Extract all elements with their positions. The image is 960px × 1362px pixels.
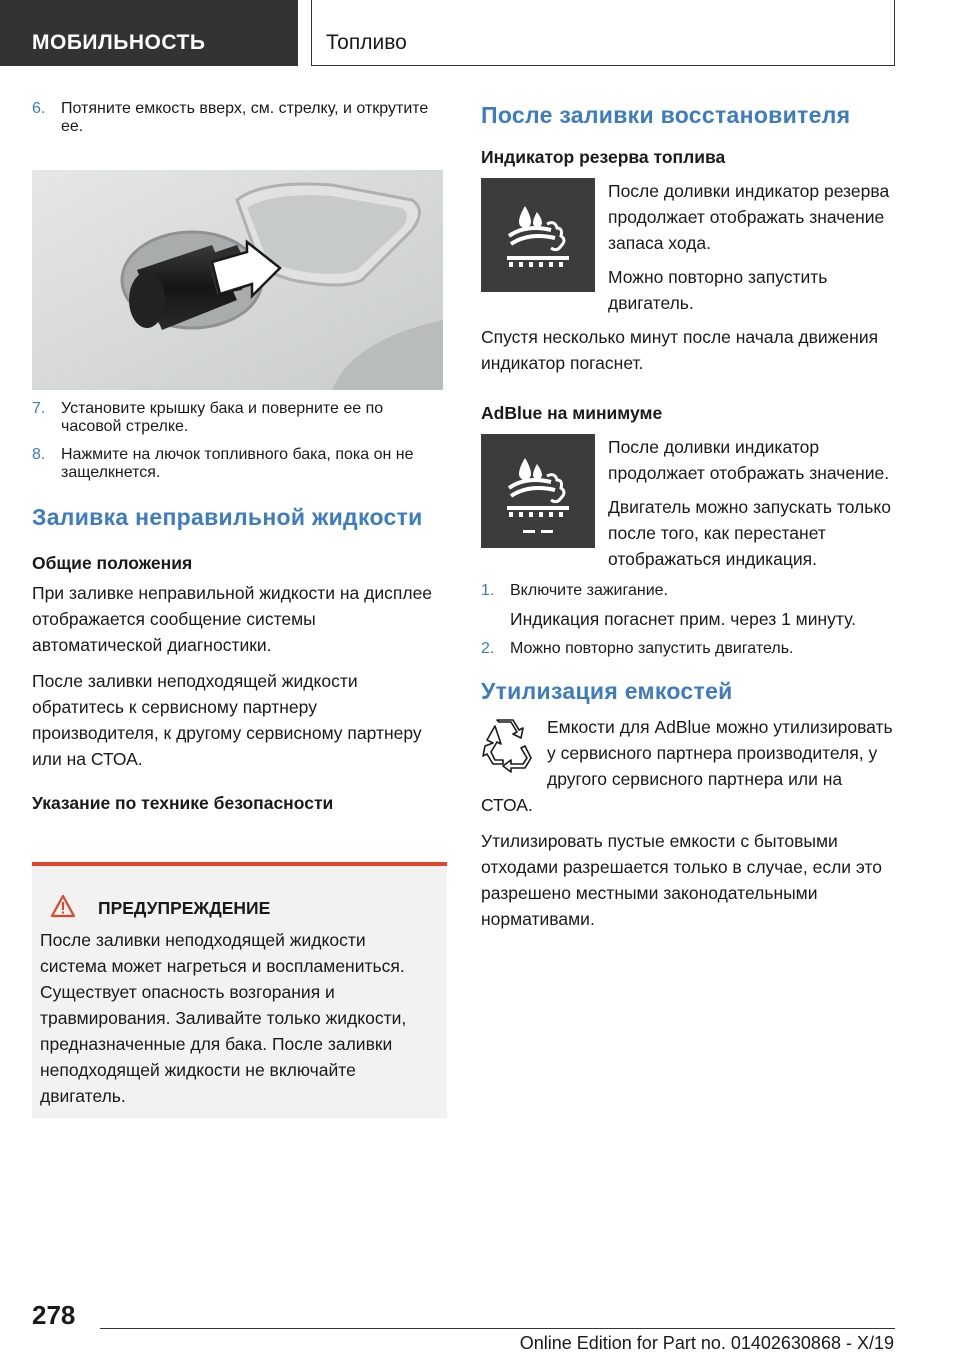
footer-divider — [100, 1328, 895, 1329]
step-1 — [481, 582, 896, 600]
step-number: 6. — [32, 100, 46, 117]
adblue-level-icon — [481, 178, 595, 292]
recycle-icon — [481, 716, 533, 776]
heading-wrong-fluid: Заливка неправильной жидкости — [32, 504, 423, 530]
step-text: Включите зажигание. — [510, 582, 668, 599]
paragraph-general-1: При заливке неправильной жидкости на дисплее отображается сообщение системы автоматической диагностики. — [32, 583, 433, 655]
right-column — [481, 100, 896, 932]
warning-title: ПРЕДУПРЕЖДЕНИЕ — [98, 898, 271, 918]
paragraph-general-2: После заливки неподходящей жидкости обратитесь к сервисному партнеру производителя, к другому сервисному партнеру или на СТОА. — [32, 671, 422, 769]
step-text: Потяните емкость вверх, см. стрелку, и открутите ее. — [61, 100, 429, 135]
page-number: 278 — [32, 1300, 76, 1330]
step-7 — [32, 400, 448, 436]
step-number: 8. — [32, 446, 46, 463]
disposal-paragraph-2: Утилизировать пустые емкости с бытовыми отходами разрешается только в случае, если это разрешено местными законодательными нормативами. — [481, 831, 883, 929]
page-header — [0, 0, 960, 66]
step-text: Нажмите на лючок топливного бака, пока он не защелкнется. — [61, 446, 414, 481]
step-1-note: Индикация погаснет прим. через 1 минуту. — [510, 609, 856, 629]
step-2 — [481, 640, 896, 658]
step-text: Установите крышку бака и поверните ее по часовой стрелке. — [61, 400, 384, 435]
step-6 — [32, 100, 448, 136]
warning-triangle-icon — [50, 894, 78, 923]
edition-text: Online Edition for Part no. 01402630868 - X/19 — [519, 1333, 894, 1353]
heading-disposal: Утилизация емкостей — [481, 678, 733, 704]
reserve-paragraph-3: Спустя несколько минут после начала движения индикатор погаснет. — [481, 327, 879, 373]
left-column-continued — [32, 400, 448, 816]
heading-adblue-min: AdBlue на минимуме — [481, 403, 663, 423]
heading-after-refill: После заливки восстановителя — [481, 102, 851, 128]
disposal-paragraph-1: Емкости для AdBlue можно утилизировать у сервисного партнера производителя, у другого сервисного партнера или на СТОА. — [481, 717, 893, 815]
reserve-paragraph-2: Можно повторно запустить двигатель. — [608, 267, 828, 313]
min-indicator-block — [481, 434, 896, 572]
reserve-indicator-block — [481, 178, 896, 316]
step-text: Можно повторно запустить двигатель. — [510, 640, 794, 657]
heading-reserve: Индикатор резерва топлива — [481, 147, 726, 167]
min-paragraph-2: Двигатель можно запускать только после того, как перестанет отображаться индикация. — [608, 497, 891, 569]
step-number: 2. — [481, 640, 495, 657]
step-8 — [32, 446, 448, 482]
warning-text: После заливки неподходящей жидкости система может нагреться и воспламениться. Существует опасность возгорания и травмирования. Заливайте только жидкости, предназначенные для бака. После заливки неподходящей жидкости не включайте двигатель. — [40, 930, 407, 1106]
reserve-paragraph-1: После доливки индикатор резерва продолжает отображать значение запаса хода. — [608, 181, 890, 253]
warning-box — [32, 862, 447, 1118]
fuel-flap-photo — [32, 170, 443, 390]
disposal-block — [481, 714, 896, 932]
chapter-title: Топливо — [311, 0, 895, 66]
left-column — [32, 100, 448, 136]
step-number: 7. — [32, 400, 46, 417]
adblue-min-icon — [481, 434, 595, 548]
warning-title-row — [40, 894, 435, 923]
step-number: 1. — [481, 582, 495, 599]
heading-safety: Указание по технике безопасности — [32, 793, 334, 813]
min-paragraph-1: После доливки индикатор продолжает отображать значение. — [608, 437, 890, 483]
heading-general: Общие положения — [32, 553, 193, 573]
section-title: МОБИЛЬНОСТЬ — [0, 0, 298, 66]
adblue-bottle-photo-icon — [32, 170, 443, 390]
